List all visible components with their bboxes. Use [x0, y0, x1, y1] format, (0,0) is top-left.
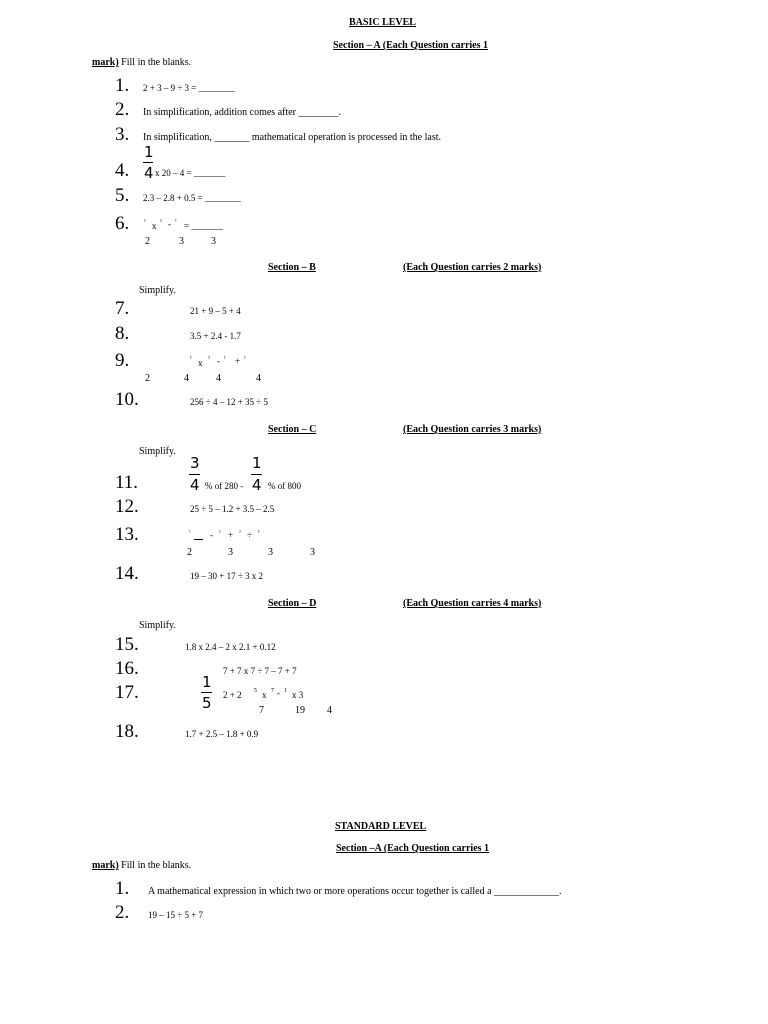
instruction-text: Fill in the blanks.: [118, 57, 192, 68]
operator: -: [277, 688, 280, 698]
operator: x: [262, 690, 267, 700]
fraction-numerator: ¹: [175, 219, 177, 225]
section-d-label: Section – D: [268, 598, 317, 609]
section-d-marks: (Each Question carries 4 marks): [403, 598, 542, 609]
question-text: In simplification, _______ mathematical operation is processed in the last.: [143, 132, 441, 143]
question-text: 2.3 – 2.8 + 0.5 = ________: [143, 193, 241, 203]
question-text: 19 – 30 + 17 ÷ 3 x 2: [190, 571, 264, 581]
section-b-marks: (Each Question carries 2 marks): [403, 262, 542, 273]
operator: +: [235, 356, 241, 366]
section-c-label: Section – C: [268, 424, 317, 435]
basic-level-title: BASIC LEVEL: [349, 17, 416, 28]
section-b-label: Section – B: [268, 262, 316, 273]
section-a-marks: (Each Question carries 1: [383, 843, 490, 854]
question-text: 256 ÷ 4 – 12 + 35 ÷ 5: [190, 397, 268, 407]
fraction-denominator: 3: [268, 547, 273, 558]
question-text: 2 + 2: [223, 690, 242, 700]
fraction-denominator: 3: [211, 236, 216, 247]
question-text: % of 800: [268, 481, 301, 491]
operator: ÷: [247, 530, 252, 540]
simplify-label: Simplify.: [139, 285, 176, 296]
question-number: 18.: [115, 721, 139, 742]
question-text: x 3: [292, 690, 304, 700]
question-number: 10.: [115, 389, 139, 410]
fraction-numerator: ¹: [258, 530, 260, 536]
question-text: In simplification, addition comes after ________.: [143, 107, 342, 118]
fraction-numerator: ¹: [189, 530, 191, 536]
fraction-denominator: 4: [216, 373, 221, 384]
section-a-instruction: [92, 57, 191, 68]
section-c-marks: (Each Question carries 3 marks): [403, 424, 542, 435]
question-number: 3.: [115, 124, 130, 145]
fraction-numerator: 5: [254, 688, 257, 694]
question-number: 11.: [115, 472, 139, 493]
fraction-numerator: ¹: [144, 219, 146, 225]
fraction-numerator: 3: [190, 454, 200, 472]
instruction-bold: mark): [92, 860, 119, 871]
question-number: 15.: [115, 634, 139, 655]
question-text: % of 280 -: [205, 481, 244, 491]
question-number: 5.: [115, 185, 130, 206]
fraction-denominator: 3: [179, 236, 184, 247]
fraction-denominator: 2: [145, 373, 150, 384]
question-number: 17.: [115, 682, 139, 703]
fraction-numerator: 1: [284, 688, 287, 694]
fraction-bar: [251, 474, 262, 475]
section-a-label: Section –A: [336, 843, 382, 854]
question-number: 9.: [115, 350, 130, 371]
operator: -: [168, 219, 171, 229]
fraction-numerator: 1: [252, 454, 262, 472]
fraction-denominator: 2: [145, 236, 150, 247]
simplify-label: Simplify.: [139, 620, 176, 631]
fraction-numerator: ¹: [190, 356, 192, 362]
operator: -: [217, 356, 220, 366]
question-number: 12.: [115, 496, 139, 517]
simplify-label: Simplify.: [139, 446, 176, 457]
fraction-denominator: 5: [202, 694, 212, 712]
fraction-denominator: 7: [259, 705, 264, 716]
question-text: 2 + 3 – 9 ÷ 3 = ________: [143, 83, 235, 93]
question-text: 19 – 15 ÷ 5 + 7: [148, 910, 204, 920]
fraction-bar: [143, 162, 153, 163]
question-number: 8.: [115, 323, 130, 344]
question-number: 2.: [115, 902, 130, 923]
question-text: 21 + 9 – 5 + 4: [190, 306, 241, 316]
fraction-numerator: ¹: [224, 356, 226, 362]
fraction-numerator: 7: [271, 688, 274, 694]
question-number: 6.: [115, 213, 130, 234]
question-text: A mathematical expression in which two or more operations occur together is called a _____________.: [148, 886, 562, 897]
question-number: 1.: [115, 75, 130, 96]
fraction-bar: [201, 692, 212, 693]
instruction-bold: mark): [92, 57, 119, 68]
fraction-numerator: ¹: [219, 530, 221, 536]
fraction-denominator: 3: [310, 547, 315, 558]
standard-level-title: STANDARD LEVEL: [335, 821, 427, 832]
fraction-numerator: 1: [144, 143, 154, 161]
question-text: 1.8 x 2.4 – 2 x 2.1 + 0.12: [185, 642, 276, 652]
operator: x: [198, 358, 203, 368]
question-number: 2.: [115, 99, 130, 120]
operator: -: [210, 530, 213, 540]
fraction-denominator: 4: [144, 164, 154, 182]
operator: x: [152, 221, 157, 231]
fraction-denominator: 4: [184, 373, 189, 384]
fraction-bar: [194, 539, 203, 540]
fraction-denominator: 2: [187, 547, 192, 558]
instruction-text: Fill in the blanks.: [118, 860, 192, 871]
fraction-numerator: ³: [208, 356, 210, 362]
fraction-denominator: 19: [295, 705, 305, 716]
question-text: 25 ÷ 5 – 1.2 + 3.5 – 2.5: [190, 504, 275, 514]
section-a-marks: (Each Question carries 1: [382, 40, 488, 51]
fraction-denominator: 4: [190, 476, 200, 494]
operator: +: [228, 530, 234, 540]
question-text: x 20 – 4 = _______: [155, 168, 226, 178]
fraction-numerator: ²: [160, 219, 162, 225]
fraction-numerator: ¹: [244, 356, 246, 362]
standard-section-a-header: [336, 843, 489, 854]
question-number: 16.: [115, 658, 139, 679]
question-number: 1.: [115, 878, 130, 899]
fraction-denominator: 4: [256, 373, 261, 384]
fraction-denominator: 4: [252, 476, 262, 494]
question-text: 3.5 + 2.4 - 1.7: [190, 331, 241, 341]
fraction-bar: [189, 474, 200, 475]
question-number: 13.: [115, 524, 139, 545]
standard-instruction: [92, 860, 191, 871]
fraction-denominator: 4: [327, 705, 332, 716]
section-a-label: Section – A: [333, 40, 381, 51]
fraction-numerator: 1: [202, 673, 212, 691]
question-text: = _______: [184, 221, 223, 231]
fraction-numerator: ²: [239, 530, 241, 536]
question-number: 4.: [115, 160, 130, 181]
fraction-denominator: 3: [228, 547, 233, 558]
section-a-header: [333, 40, 488, 51]
question-text: 1.7 + 2.5 – 1.8 + 0.9: [185, 729, 259, 739]
question-number: 7.: [115, 298, 130, 319]
question-text: 7 + 7 x 7 ÷ 7 – 7 + 7: [223, 666, 297, 676]
question-number: 14.: [115, 563, 139, 584]
